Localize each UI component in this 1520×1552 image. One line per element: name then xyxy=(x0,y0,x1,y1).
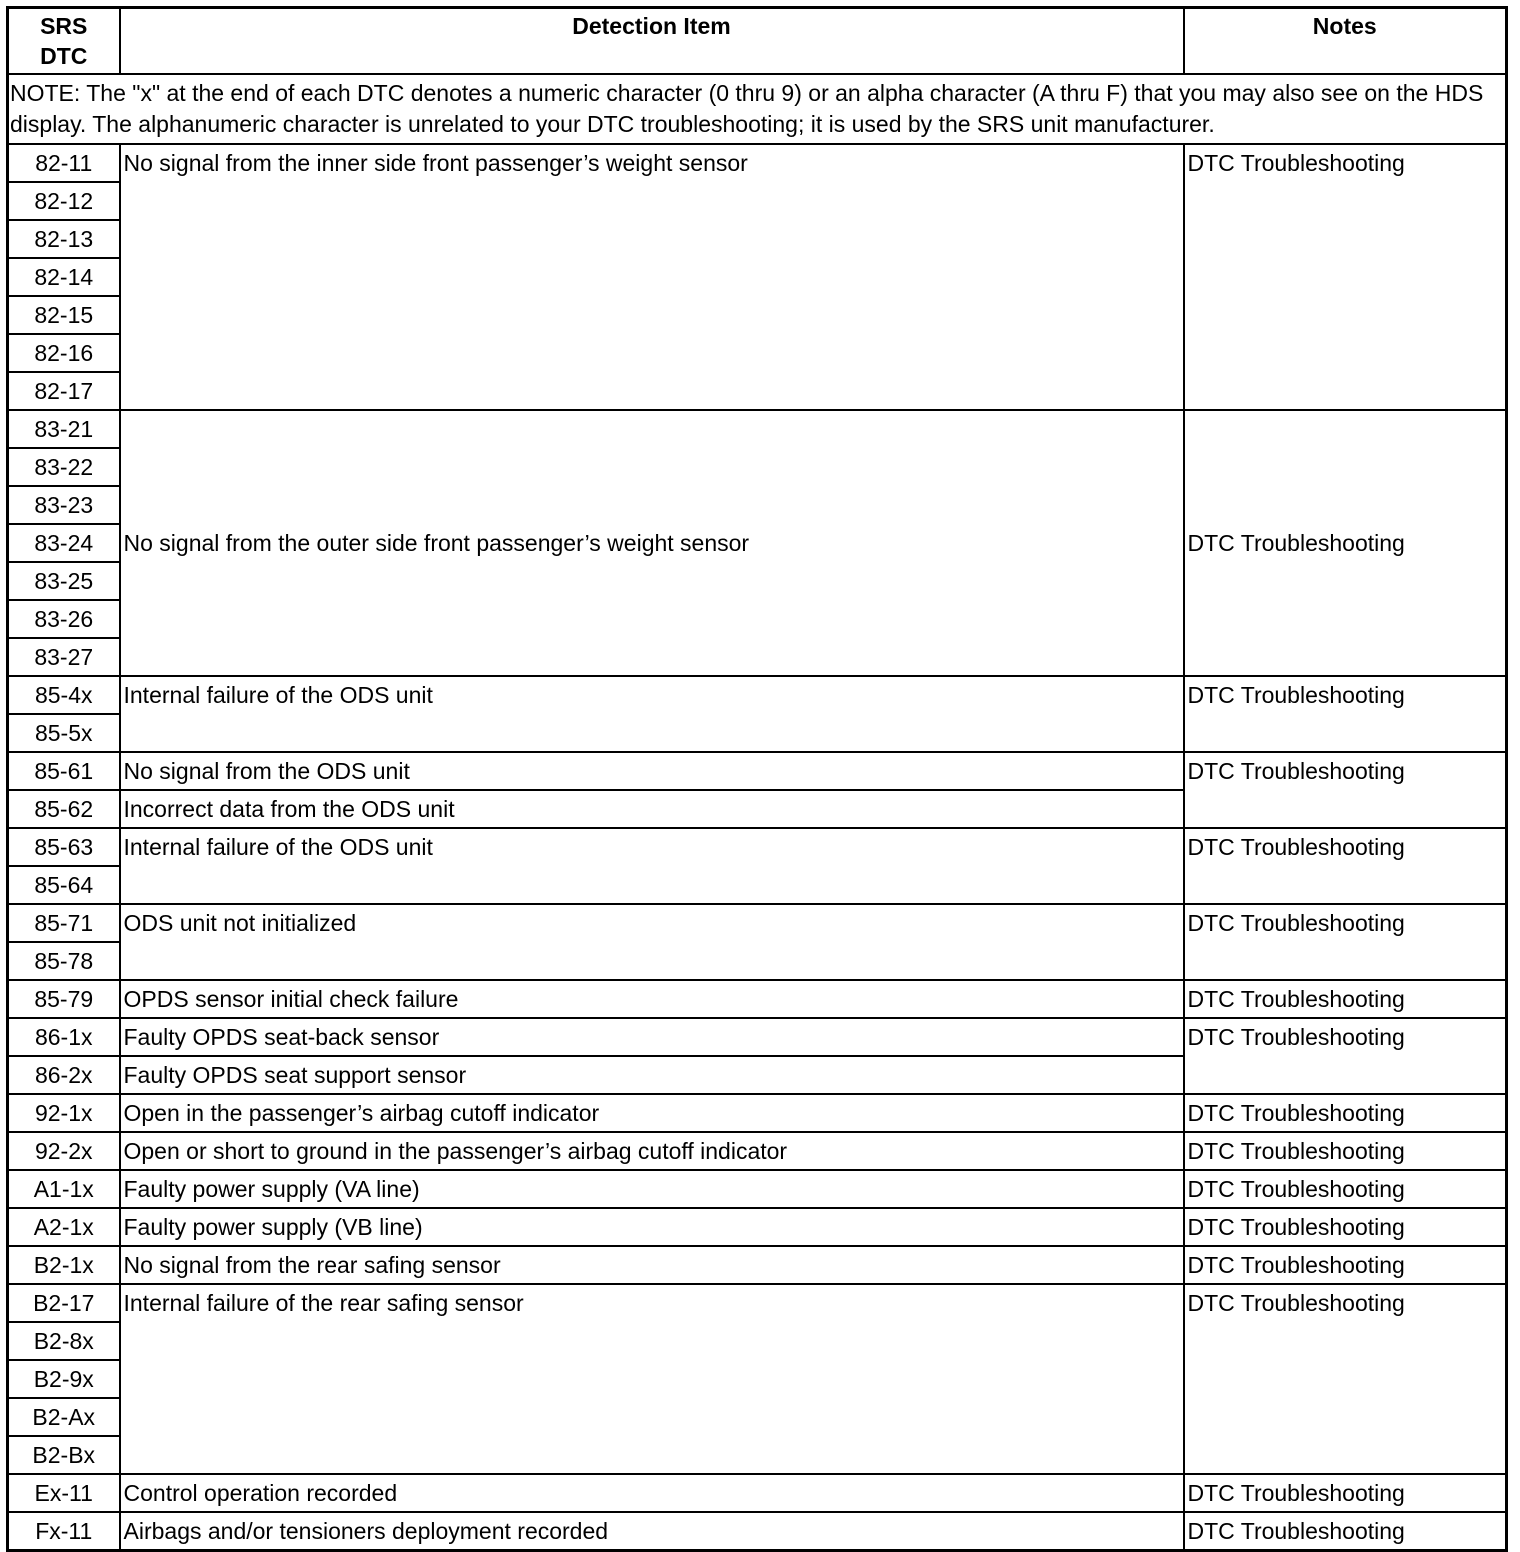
header-srs-dtc: SRS DTC xyxy=(8,8,120,74)
dtc-code: 85-79 xyxy=(8,980,120,1018)
dtc-code: Ex-11 xyxy=(8,1474,120,1512)
dtc-code: 82-17 xyxy=(8,372,120,410)
notes-cell: DTC Troubleshooting xyxy=(1184,1094,1507,1132)
dtc-code: A1-1x xyxy=(8,1170,120,1208)
notes-cell: DTC Troubleshooting xyxy=(1184,1512,1507,1551)
dtc-code: 92-1x xyxy=(8,1094,120,1132)
table-row xyxy=(8,1018,1507,1056)
detection-item: Control operation recorded xyxy=(120,1474,1184,1512)
detection-item: Internal failure of the ODS unit xyxy=(120,676,1184,752)
table-row xyxy=(8,1208,1507,1246)
detection-item: Faulty power supply (VA line) xyxy=(120,1170,1184,1208)
table-row xyxy=(8,828,1507,866)
dtc-code: B2-Ax xyxy=(8,1398,120,1436)
table-row xyxy=(8,676,1507,714)
note-text: NOTE: The "x" at the end of each DTC denotes a numeric character (0 thru 9) or an alpha character (A thru F) that you may also see on the HDS display. The alphanumeric character is unrelated to your DTC troubleshooting; it is used by the SRS unit manufacturer. xyxy=(8,74,1507,144)
dtc-code: 82-11 xyxy=(8,144,120,182)
dtc-code: 85-62 xyxy=(8,790,120,828)
dtc-code: 92-2x xyxy=(8,1132,120,1170)
header-notes: Notes xyxy=(1184,8,1507,74)
dtc-code: 83-26 xyxy=(8,600,120,638)
notes-cell: DTC Troubleshooting xyxy=(1184,1284,1507,1474)
dtc-code: 83-25 xyxy=(8,562,120,600)
dtc-code: 82-15 xyxy=(8,296,120,334)
detection-item: No signal from the ODS unit xyxy=(120,752,1184,790)
detection-item: Faulty power supply (VB line) xyxy=(120,1208,1184,1246)
table-row xyxy=(8,1284,1507,1322)
dtc-code: A2-1x xyxy=(8,1208,120,1246)
dtc-code: 83-27 xyxy=(8,638,120,676)
dtc-code: 82-12 xyxy=(8,182,120,220)
dtc-code: 83-22 xyxy=(8,448,120,486)
detection-item: Open in the passenger’s airbag cutoff indicator xyxy=(120,1094,1184,1132)
dtc-code: B2-9x xyxy=(8,1360,120,1398)
table-row xyxy=(8,1474,1507,1512)
detection-item: Open or short to ground in the passenger’s airbag cutoff indicator xyxy=(120,1132,1184,1170)
dtc-code: 86-1x xyxy=(8,1018,120,1056)
notes-cell: DTC Troubleshooting xyxy=(1184,1132,1507,1170)
dtc-code: B2-1x xyxy=(8,1246,120,1284)
detection-item: Faulty OPDS seat support sensor xyxy=(120,1056,1184,1094)
notes-cell: DTC Troubleshooting xyxy=(1184,1208,1507,1246)
detection-item: Airbags and/or tensioners deployment recorded xyxy=(120,1512,1184,1551)
dtc-code: 85-64 xyxy=(8,866,120,904)
notes-cell: DTC Troubleshooting xyxy=(1184,410,1507,676)
table-row xyxy=(8,1246,1507,1284)
dtc-code: B2-Bx xyxy=(8,1436,120,1474)
dtc-code: 85-71 xyxy=(8,904,120,942)
dtc-code: B2-8x xyxy=(8,1322,120,1360)
note-row xyxy=(8,74,1507,144)
dtc-code: Fx-11 xyxy=(8,1512,120,1551)
table-row xyxy=(8,752,1507,790)
table-row xyxy=(8,144,1507,182)
table-body xyxy=(8,74,1507,1551)
table-row xyxy=(8,1512,1507,1551)
notes-cell: DTC Troubleshooting xyxy=(1184,1474,1507,1512)
notes-cell: DTC Troubleshooting xyxy=(1184,828,1507,904)
table-row xyxy=(8,904,1507,942)
detection-item: No signal from the outer side front passenger’s weight sensor xyxy=(120,410,1184,676)
dtc-code: 85-4x xyxy=(8,676,120,714)
table-row xyxy=(8,1170,1507,1208)
detection-item: Internal failure of the rear safing sensor xyxy=(120,1284,1184,1474)
dtc-code: 83-21 xyxy=(8,410,120,448)
dtc-code: 85-78 xyxy=(8,942,120,980)
dtc-code: 82-16 xyxy=(8,334,120,372)
detection-item: ODS unit not initialized xyxy=(120,904,1184,980)
dtc-code: 82-13 xyxy=(8,220,120,258)
dtc-code: 86-2x xyxy=(8,1056,120,1094)
notes-cell: DTC Troubleshooting xyxy=(1184,980,1507,1018)
table-row xyxy=(8,410,1507,448)
dtc-table xyxy=(6,6,1508,1552)
notes-cell: DTC Troubleshooting xyxy=(1184,676,1507,752)
dtc-code: 82-14 xyxy=(8,258,120,296)
detection-item: Internal failure of the ODS unit xyxy=(120,828,1184,904)
table-row xyxy=(8,1132,1507,1170)
notes-cell: DTC Troubleshooting xyxy=(1184,904,1507,980)
detection-item: Faulty OPDS seat-back sensor xyxy=(120,1018,1184,1056)
notes-cell: DTC Troubleshooting xyxy=(1184,1170,1507,1208)
notes-cell: DTC Troubleshooting xyxy=(1184,752,1507,828)
table-row xyxy=(8,1094,1507,1132)
notes-cell: DTC Troubleshooting xyxy=(1184,1018,1507,1094)
dtc-code: 83-24 xyxy=(8,524,120,562)
dtc-code: 85-5x xyxy=(8,714,120,752)
table-row xyxy=(8,980,1507,1018)
dtc-code: 85-63 xyxy=(8,828,120,866)
detection-item: Incorrect data from the ODS unit xyxy=(120,790,1184,828)
dtc-code: 83-23 xyxy=(8,486,120,524)
header-row xyxy=(8,8,1507,74)
detection-item: OPDS sensor initial check failure xyxy=(120,980,1184,1018)
dtc-code: B2-17 xyxy=(8,1284,120,1322)
header-detection-item: Detection Item xyxy=(120,8,1184,74)
detection-item: No signal from the inner side front passenger’s weight sensor xyxy=(120,144,1184,410)
detection-item: No signal from the rear safing sensor xyxy=(120,1246,1184,1284)
dtc-code: 85-61 xyxy=(8,752,120,790)
notes-cell: DTC Troubleshooting xyxy=(1184,144,1507,410)
notes-cell: DTC Troubleshooting xyxy=(1184,1246,1507,1284)
